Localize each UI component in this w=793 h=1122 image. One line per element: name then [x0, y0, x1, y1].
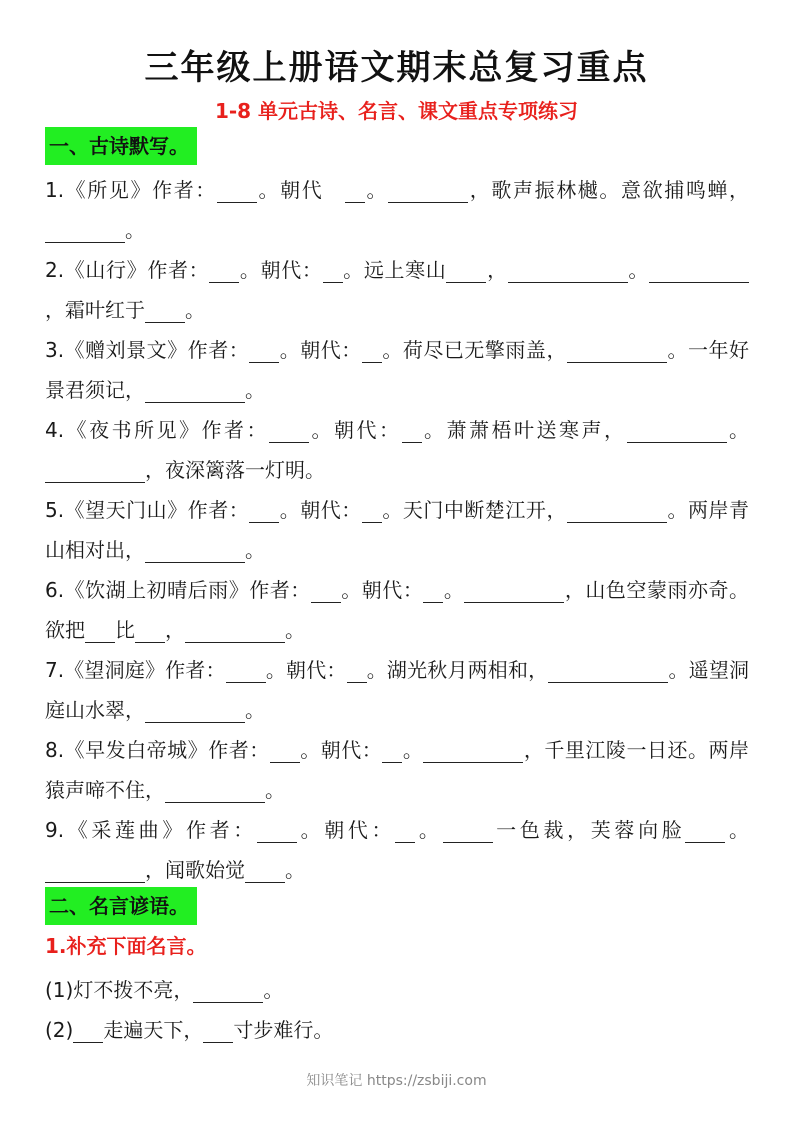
answer-blank[interactable] [685, 820, 725, 843]
item-text: ，山色空蒙雨亦奇。欲把 [45, 578, 750, 642]
item-text: 一色裁，芙蓉向脸 [492, 818, 686, 842]
answer-blank[interactable] [245, 860, 285, 883]
item-text: 。朝代： [279, 498, 362, 522]
item-text: 。 [263, 978, 284, 1002]
answer-blank[interactable] [362, 500, 382, 523]
item-text: (2) [45, 1018, 74, 1042]
poem-item-3 [45, 330, 749, 410]
answer-blank[interactable] [382, 740, 402, 763]
answer-blank[interactable] [567, 500, 667, 523]
answer-blank[interactable] [257, 820, 297, 843]
item-text: (1)灯不拨不亮， [45, 978, 194, 1002]
poem-item-8 [45, 730, 749, 810]
poem-item-2 [45, 250, 749, 330]
item-text: 。一年好景君须记， [45, 338, 750, 402]
item-text: ， [486, 258, 508, 282]
answer-blank[interactable] [347, 660, 367, 683]
section-heading-sayings: 二、名言谚语。 [45, 887, 197, 925]
item-text: 。 [402, 738, 424, 762]
item-text: ，闻歌始觉 [145, 858, 245, 882]
item-text: 。朝代 [256, 178, 345, 202]
item-text: 。 [265, 778, 285, 802]
answer-blank[interactable] [423, 580, 443, 603]
poem-item-7 [45, 650, 749, 730]
poem-item-1 [45, 170, 749, 250]
item-text: 。 [245, 698, 265, 722]
answer-blank[interactable] [45, 860, 145, 883]
item-text: 2.《山行》作者： [45, 258, 210, 282]
answer-blank[interactable] [388, 180, 468, 203]
item-text: ， [165, 618, 185, 642]
item-text: 9.《采莲曲》作者： [45, 818, 257, 842]
item-text: 。 [415, 818, 443, 842]
item-text: 寸步难行。 [233, 1018, 334, 1042]
item-text: 。天门中断楚江开， [381, 498, 567, 522]
answer-blank[interactable] [464, 580, 564, 603]
item-text: 。 [125, 218, 145, 242]
answer-blank[interactable] [446, 260, 486, 283]
poem-list [45, 170, 749, 890]
item-text: 。朝代： [309, 418, 402, 442]
answer-blank[interactable] [548, 660, 668, 683]
item-text: 。朝代： [279, 338, 362, 362]
item-text: 8.《早发白帝城》作者： [45, 738, 270, 762]
item-text: ，歌声振林樾。意欲捕鸣蝉， [468, 178, 750, 202]
item-text: 。朝代： [296, 818, 396, 842]
item-text: 。远上寒山 [342, 258, 447, 282]
item-text: ，夜深篱落一灯明。 [145, 458, 325, 482]
item-text: 。 [364, 178, 389, 202]
answer-blank[interactable] [362, 340, 382, 363]
item-text: 走遍天下， [103, 1018, 204, 1042]
answer-blank[interactable] [226, 660, 266, 683]
item-text: 。荷尽已无擎雨盖， [381, 338, 567, 362]
answer-blank[interactable] [249, 340, 279, 363]
answer-blank[interactable] [508, 260, 628, 283]
item-text: 。 [443, 578, 465, 602]
answer-blank[interactable] [145, 380, 245, 403]
sub-heading-sayings: 1.补充下面名言。 [45, 934, 207, 958]
answer-blank[interactable] [185, 620, 285, 643]
answer-blank[interactable] [73, 1020, 103, 1043]
page-title: 三年级上册语文期末总复习重点 [144, 48, 649, 88]
item-text: 。遥望洞庭山水翠， [45, 658, 750, 722]
answer-blank[interactable] [203, 1020, 233, 1043]
item-text: 。 [185, 298, 205, 322]
answer-blank[interactable] [145, 700, 245, 723]
answer-blank[interactable] [395, 820, 415, 843]
item-text: 。 [285, 618, 305, 642]
item-text: ，千里江陵一日还。两岸猿声啼不住， [45, 738, 750, 802]
answer-blank[interactable] [45, 460, 145, 483]
item-text: 1.《所见》作者： [45, 178, 217, 202]
item-text: 4.《夜书所见》作者： [45, 418, 270, 442]
answer-blank[interactable] [627, 420, 727, 443]
item-text: 6.《饮湖上初晴后雨》作者： [45, 578, 311, 602]
item-text: 。 [725, 818, 750, 842]
answer-blank[interactable] [649, 260, 749, 283]
answer-blank[interactable] [311, 580, 341, 603]
item-text: 5.《望天门山》作者： [45, 498, 250, 522]
item-text: 。 [627, 258, 650, 282]
item-text: 。朝代： [265, 658, 347, 682]
answer-blank[interactable] [135, 620, 165, 643]
answer-blank[interactable] [145, 300, 185, 323]
poem-item-5 [45, 490, 749, 570]
answer-blank[interactable] [269, 420, 309, 443]
answer-blank[interactable] [209, 260, 239, 283]
item-text: 比 [115, 618, 135, 642]
item-text: 。 [245, 538, 265, 562]
item-text: 。朝代： [239, 258, 323, 282]
item-text: 。朝代： [340, 578, 424, 602]
item-text: ，霜叶红于 [45, 298, 145, 322]
poem-item-4 [45, 410, 749, 490]
answer-blank[interactable] [270, 740, 300, 763]
saying-item-2 [45, 1010, 749, 1050]
footer-watermark: 知识笔记 https://zsbiji.com [306, 1073, 487, 1089]
item-text: 3.《赠刘景文》作者： [45, 338, 250, 362]
section-heading-poems: 一、古诗默写。 [45, 127, 197, 165]
answer-blank[interactable] [423, 740, 523, 763]
item-text: 。 [726, 418, 749, 442]
item-text: 。湖光秋月两相和， [366, 658, 549, 682]
item-text: 。萧萧梧叶送寒声， [421, 418, 627, 442]
answer-blank[interactable] [85, 620, 115, 643]
poem-item-6 [45, 570, 749, 650]
saying-item-1 [45, 970, 749, 1010]
item-text: 。两岸青山相对出， [45, 498, 750, 562]
page-subtitle: 1-8 单元古诗、名言、课文重点专项练习 [214, 99, 579, 123]
poem-item-9 [45, 810, 749, 890]
answer-blank[interactable] [567, 340, 667, 363]
saying-list [45, 970, 749, 1050]
item-text: 7.《望洞庭》作者： [45, 658, 226, 682]
answer-blank[interactable] [249, 500, 279, 523]
item-text: 。 [285, 858, 305, 882]
item-text: 。朝代： [299, 738, 383, 762]
answer-blank[interactable] [217, 180, 257, 203]
answer-blank[interactable] [193, 980, 263, 1003]
item-text: 。 [245, 378, 265, 402]
answer-blank[interactable] [45, 220, 125, 243]
answer-blank[interactable] [443, 820, 493, 843]
answer-blank[interactable] [145, 540, 245, 563]
answer-blank[interactable] [165, 780, 265, 803]
answer-blank[interactable] [323, 260, 343, 283]
answer-blank[interactable] [402, 420, 422, 443]
answer-blank[interactable] [345, 180, 365, 203]
